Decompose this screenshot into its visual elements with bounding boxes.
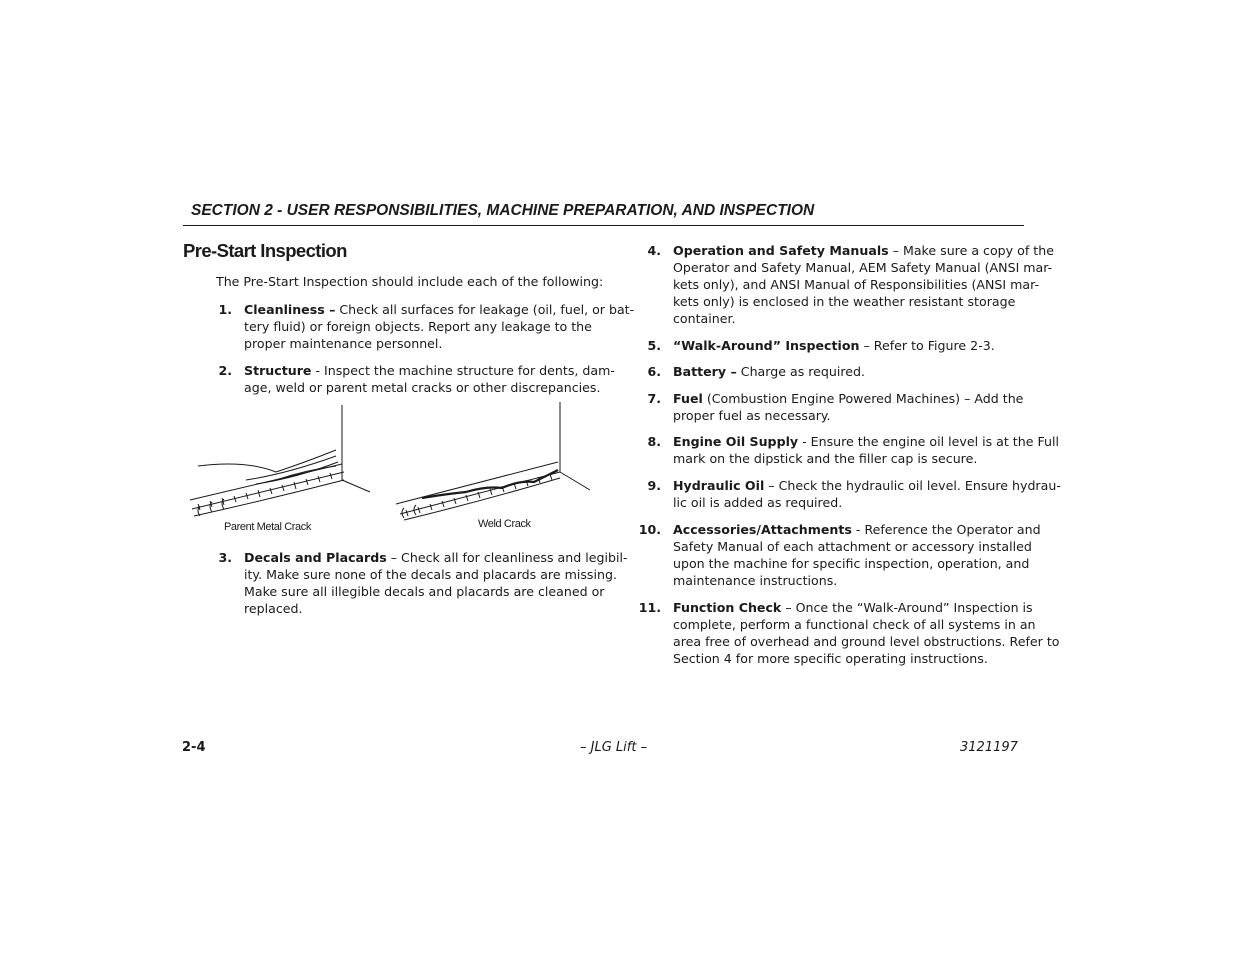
item-line: proper maintenance personnel. xyxy=(244,336,443,351)
item-label: Hydraulic Oil xyxy=(673,478,765,493)
item-line: proper fuel as necessary. xyxy=(673,408,831,423)
item-line: - Ensure the engine oil level is at the Full xyxy=(798,434,1060,449)
item-line: kets only) is enclosed in the weather resistant storage xyxy=(673,294,1016,309)
section-rule xyxy=(183,225,1024,226)
item-line: tery fluid) or foreign objects. Report any leakage to the xyxy=(244,319,592,334)
item-line: – Make sure a copy of the xyxy=(888,243,1054,258)
item-label: Structure xyxy=(244,363,312,378)
item-line: age, weld or parent metal cracks or other discrepancies. xyxy=(244,380,601,395)
item-label: Cleanliness – xyxy=(244,302,336,317)
item-label: Decals and Placards xyxy=(244,550,387,565)
item-line: container. xyxy=(673,311,736,326)
item-line: Charge as required. xyxy=(736,364,866,379)
item-number: 10. xyxy=(638,522,661,537)
weld-crack-drawing xyxy=(396,402,590,520)
item-line: (Combustion Engine Powered Machines) – Add the xyxy=(702,391,1024,406)
item-number: 5. xyxy=(647,338,661,353)
item-number: 9. xyxy=(647,478,661,493)
parent-metal-crack-drawing xyxy=(190,405,370,516)
document-number: 3121197 xyxy=(960,740,1018,755)
footer-brand: – JLG Lift – xyxy=(580,740,648,755)
item-label: Engine Oil Supply xyxy=(673,434,799,449)
item-line: - Reference the Operator and xyxy=(851,522,1041,537)
item-line: area free of overhead and ground level obstructions. Refer to xyxy=(673,634,1060,649)
item-number: 11. xyxy=(638,600,661,615)
item-text xyxy=(673,521,1041,589)
item-line: mark on the dipstick and the filler cap is secure. xyxy=(673,451,978,466)
item-number: 3. xyxy=(218,550,232,565)
item-line: – Refer to Figure 2-3. xyxy=(859,338,995,353)
item-number: 8. xyxy=(647,434,661,449)
crack-illustration xyxy=(186,400,596,540)
item-line: – Once the “Walk-Around” Inspection is xyxy=(781,600,1033,615)
page-number: 2-4 xyxy=(182,740,206,755)
item-text xyxy=(673,242,1054,327)
item-line: upon the machine for specific inspection, operation, and xyxy=(673,556,1030,571)
figure-caption-parent-metal-crack: Parent Metal Crack xyxy=(224,521,311,533)
item-text xyxy=(673,599,1060,667)
item-label: Battery – xyxy=(673,364,737,379)
item-text xyxy=(673,337,995,354)
item-line: Make sure all illegible decals and placards are cleaned or xyxy=(244,584,605,599)
item-line: maintenance instructions. xyxy=(673,573,838,588)
item-text xyxy=(673,390,1023,424)
item-text xyxy=(244,362,615,396)
item-text xyxy=(244,549,628,617)
figure-caption-weld-crack: Weld Crack xyxy=(478,518,531,530)
item-label: Accessories/Attachments xyxy=(673,522,852,537)
item-number: 1. xyxy=(218,302,232,317)
item-line: Operator and Safety Manual, AEM Safety Manual (ANSI mar- xyxy=(673,260,1053,275)
item-line: kets only), and ANSI Manual of Responsibilities (ANSI mar- xyxy=(673,277,1040,292)
item-number: 2. xyxy=(218,363,232,378)
item-line: ity. Make sure none of the decals and placards are missing. xyxy=(244,567,617,582)
item-number: 7. xyxy=(647,391,661,406)
item-number: 4. xyxy=(647,243,661,258)
page-heading: Pre-Start Inspection xyxy=(183,240,347,261)
item-line: Check all surfaces for leakage (oil, fuel, or bat- xyxy=(335,302,635,317)
item-label: “Walk-Around” Inspection xyxy=(673,338,860,353)
item-line: - Inspect the machine structure for dents, dam- xyxy=(311,363,615,378)
item-label: Function Check xyxy=(673,600,782,615)
item-line: lic oil is added as required. xyxy=(673,495,843,510)
item-text xyxy=(673,363,865,380)
item-line: Section 4 for more specific operating instructions. xyxy=(673,651,988,666)
intro-text: The Pre-Start Inspection should include each of the following: xyxy=(216,274,604,289)
item-text xyxy=(673,477,1061,511)
item-label: Operation and Safety Manuals xyxy=(673,243,889,258)
item-line: – Check the hydraulic oil level. Ensure hydrau- xyxy=(764,478,1061,493)
item-line: – Check all for cleanliness and legibil- xyxy=(386,550,628,565)
item-line: complete, perform a functional check of all systems in an xyxy=(673,617,1036,632)
item-text xyxy=(673,433,1059,467)
item-text xyxy=(244,301,634,352)
section-title: SECTION 2 - USER RESPONSIBILITIES, MACHINE PREPARATION, AND INSPECTION xyxy=(191,202,815,219)
item-line: replaced. xyxy=(244,601,303,616)
item-label: Fuel xyxy=(673,391,703,406)
item-line: Safety Manual of each attachment or accessory installed xyxy=(673,539,1032,554)
item-number: 6. xyxy=(647,364,661,379)
